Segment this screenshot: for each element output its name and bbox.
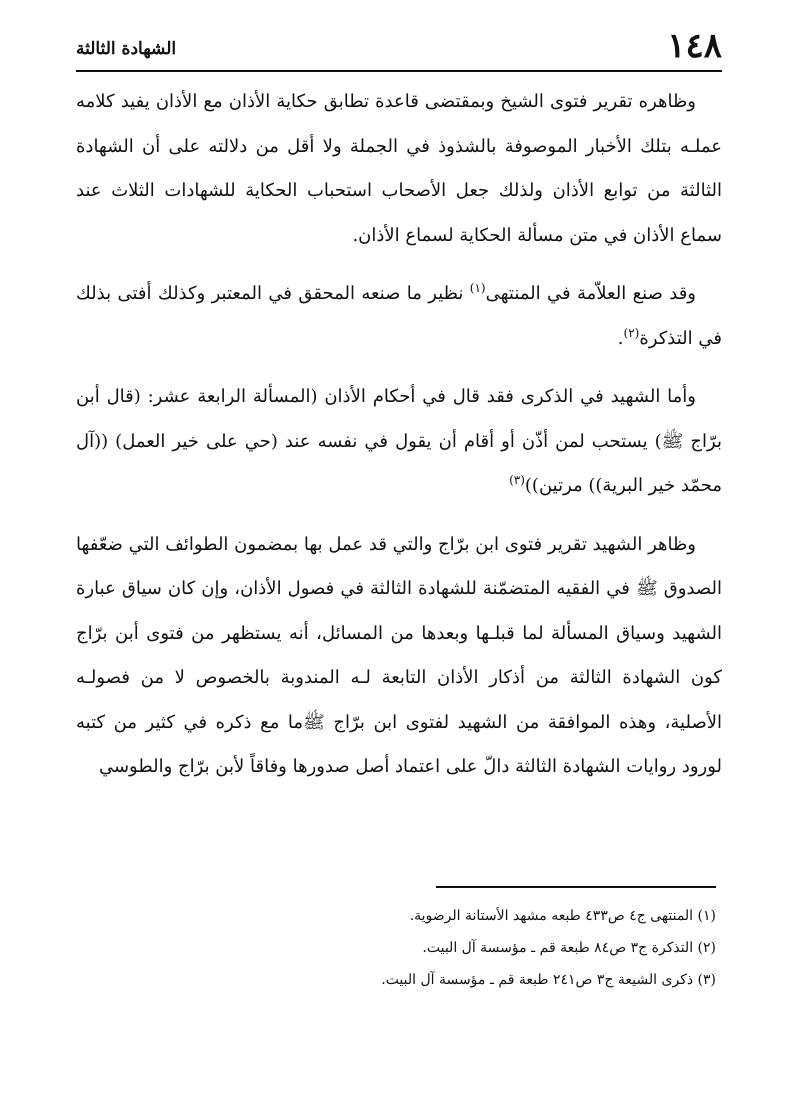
- running-title: الشهادة الثالثة: [76, 39, 177, 59]
- footnote: (٣) ذكرى الشيعة ج٣ ص٢٤١ طبعة قم ـ مؤسسة آل البيت.: [381, 972, 716, 988]
- paragraph-text: وأما الشهيد في الذكرى فقد قال في أحكام الأذان (المسألة الرابعة عشر: (قال أبن برّاج ﷺ) يستحب لمن أذّن أو أقام أن يقول في نفسه عند (حي على خير العمل) ((آل محمّد خير البرية)) مرتين)): [76, 386, 722, 496]
- footnote: (٢) التذكرة ج٣ ص٨٤ طبعة قم ـ مؤسسة آل البيت.: [422, 940, 716, 956]
- footnote-divider: [436, 886, 716, 888]
- paragraph: [76, 272, 722, 361]
- body-text: [76, 80, 722, 790]
- footnotes: [76, 900, 722, 996]
- page-number: ١٤٨: [667, 26, 722, 66]
- footnote-ref[interactable]: (١): [469, 281, 486, 295]
- paragraph-text: وظاهر الشهيد تقرير فتوى ابن برّاج والتي قد عمل بها بمضمون الطوائف التي ضعّفها الصدوق ﷺ في الفقيه المتضمّنة للشهادة الثالثة في فصول الأذان، وإن كان سياق عبارة الشهيد وسياق المسألة لما قبلـها وبعدها من المسائل، أنه يستظهر من فتوى أبن برّاج كون الشهادة الثالثة من أذكار الأذان التابعة لـه المندوبة بالخصوص لا من فصولـه الأصلية، وهذه الموافقة من الشهيد لفتوى ابن برّاج ﷺما مع ذكره في كثير من كتبه لورود روايات الشهادة الثالثة دالّ على اعتماد أصل صدورها وفاقاً لأبن برّاج والطوسي: [76, 533, 722, 777]
- footnote-ref[interactable]: (٢): [623, 325, 640, 340]
- header-divider: [76, 70, 722, 72]
- paragraph-text: نظير ما صنعه المحقق في المعتبر وكذلك أفتى بذلك في التذكرة: [76, 283, 722, 349]
- footnote: (١) المنتهى ج٤ ص٤٣٣ طبعه مشهد الأستانة الرضوية.: [409, 908, 716, 924]
- paragraph: [76, 523, 722, 790]
- paragraph-text: وظاهره تقرير فتوى الشيخ وبمقتضى قاعدة تطابق حكاية الأذان مع الأذان يفيد كلامه عملـه بتلك الأخبار الموصوفة بالشذوذ في الجملة ولا أقل من دلالته على أن الشهادة الثالثة من توابع الأذان ولذلك جعل الأصحاب استحباب الحكاية للشهادات الثلاث عند سماع الأذان في متن مسألة الحكاية لسماع الأذان.: [76, 91, 722, 246]
- paragraph: [76, 80, 722, 258]
- page-header: [76, 28, 722, 68]
- footnote-ref[interactable]: (٣): [509, 473, 525, 487]
- paragraph-text: وقد صنع العلاّمة في المنتهى: [485, 283, 696, 304]
- paragraph: [76, 375, 722, 509]
- paragraph-text: .: [617, 327, 624, 349]
